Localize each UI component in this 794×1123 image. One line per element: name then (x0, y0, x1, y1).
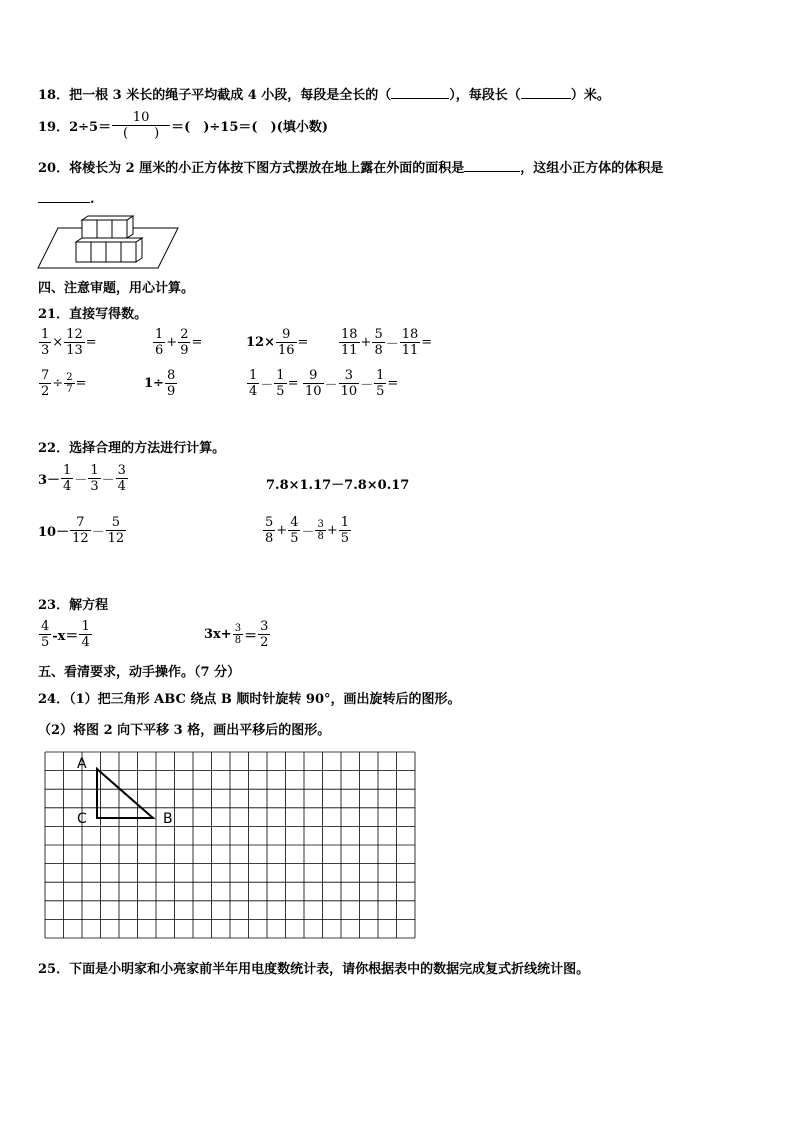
section-4-heading: 四、注意审题，用心计算。 (38, 281, 195, 296)
q21-expr-6: 1÷ $\frac{8}{9}$ (144, 368, 176, 399)
question-21-title: 21．直接写得数。 (38, 307, 148, 322)
q21-expr-8: $\frac{9}{10}$ － $\frac{3}{10}$ － $\frac{1}{5}$ = (305, 368, 399, 399)
question-18: 18．把一根 3 米长的绳子平均截成 4 小段，每段是全长的（ ），每段长（ ）米。 (38, 88, 610, 103)
square-grid (44, 751, 416, 939)
q21-expr-2: $\frac{1}{6}$ + $\frac{2}{9}$ = (155, 327, 203, 358)
vertex-label-b: B (163, 811, 173, 827)
question-20: 20．将棱长为 2 厘米的小正方体按下图方式摆放在地上露在外面的面积是 ，这组小正方体的体积是 (38, 161, 664, 176)
question-25: 25．下面是小明家和小亮家前半年用电度数统计表，请你根据表中的数据完成复式折线统计图。 (38, 962, 590, 977)
q21-expr-3: 12× $\frac{9}{16}$ = (246, 327, 309, 358)
answer-blank (38, 190, 90, 203)
q23-equation-2: 3x+ $\frac{3}{8}$ ＝ $\frac{3}{2}$ (204, 619, 269, 650)
q21-expr-1: $\frac{1}{3}$ × $\frac{12}{13}$ = (41, 327, 97, 358)
q22-expr-2: 7.8×1.17－7.8×0.17 (266, 478, 410, 493)
question-24-part-1: 24．（1）把三角形 ABC 绕点 B 顺时针旋转 90°，画出旋转后的图形。 (38, 692, 461, 707)
fraction: $\frac{10}{( )}$ (112, 110, 170, 141)
question-23-title: 23．解方程 (38, 598, 109, 613)
q21-expr-5: $\frac{7}{2}$ ÷ $\frac{2}{7}$ = (41, 368, 87, 399)
q21-expr-4: $\frac{18}{11}$ + $\frac{5}{8}$ － $\frac{18}{11}$ = (341, 327, 433, 358)
question-19: 19．2÷5＝ $\frac{10}{( )}$ ＝( )÷15＝( )(填小数) (38, 110, 328, 141)
grid-figure (44, 751, 416, 943)
q22-expr-3: 10－ $\frac{7}{12}$ － $\frac{5}{12}$ (38, 515, 125, 546)
q22-expr-1: 3－ $\frac{1}{4}$ － $\frac{1}{3}$ － $\frac{3}{4}$ (38, 463, 126, 494)
question-24-part-2: （2）将图 2 向下平移 3 格，画出平移后的图形。 (38, 723, 331, 738)
triangle-abc (97, 769, 153, 818)
vertex-label-c: C (77, 811, 87, 827)
answer-blank (391, 86, 449, 99)
section-5-heading: 五、看清要求，动手操作。（7 分） (38, 665, 241, 680)
q22-expr-4: $\frac{5}{8}$ + $\frac{4}{5}$ － $\frac{3}{8}$ + $\frac{1}{5}$ (265, 515, 350, 546)
answer-blank (464, 159, 520, 172)
question-22-title: 22．选择合理的方法进行计算。 (38, 441, 226, 456)
q23-equation-1: $\frac{4}{5}$ -x＝ $\frac{1}{4}$ (41, 619, 90, 650)
cubes-figure (36, 210, 182, 272)
q21-expr-7: $\frac{1}{4}$ － $\frac{1}{5}$ = (249, 368, 299, 399)
answer-blank (521, 86, 571, 99)
question-20-line2: . (38, 190, 95, 207)
vertex-label-a: A (77, 756, 87, 772)
